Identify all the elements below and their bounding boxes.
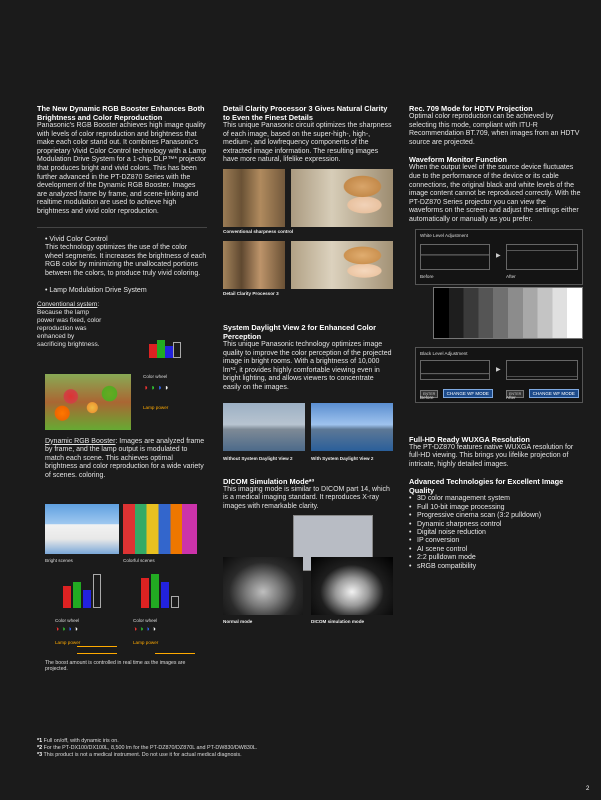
text-waveform: When the output level of the source device fluctuates due to the performance of the device or its cable connections, the original black and white levels of the image content cannot be reproduced correctly. With the PT-DZ870 Series projector you can view the waveforms on the screen and adjust the settings either automatically or manually as you prefer.: [409, 164, 581, 223]
heading-advanced-tech: Advanced Technologies for Excellent Image Quality: [409, 477, 564, 496]
footnote-1: *1 Full on/off, with dynamic iris on.: [37, 738, 119, 744]
without-daylight-image: [223, 403, 305, 451]
enter-tag-1: ENTER: [420, 390, 438, 398]
feature-item: • Digital noise reduction: [409, 529, 581, 537]
label-lamp-power-1: Lamp power: [55, 639, 81, 645]
feature-item: • sRGB compatibility: [409, 563, 581, 571]
color-wheel-icons: [143, 383, 170, 392]
label-after-1: After: [506, 273, 516, 279]
normal-mode-xray: [223, 557, 303, 615]
conventional-image: [223, 169, 285, 227]
bullet-lamp-modulation: • Lamp Modulation Drive System: [45, 286, 147, 294]
change-wf-mode-button-2[interactable]: CHANGE WF MODE: [529, 389, 579, 398]
white-before-wave: [420, 244, 490, 270]
dicom-mode-xray: [311, 557, 393, 615]
label-white-level: White Level Adjustment: [420, 232, 469, 238]
label-color-wheel-1: Color wheel: [55, 617, 80, 623]
desc-conventional: : Because the lamp power was fixed, color reproduction was enhanced by sacrificing brightness.: [37, 301, 102, 349]
feature-list: [409, 495, 581, 571]
arrow-right-icon-2: ▶: [496, 366, 501, 373]
desc-dynamic: : Images are analyzed frame by frame, and the lamp output is modulated to match each scene. This achieves optimal brightness and color reproduction for a wide variety of scenes. coloring.: [45, 437, 205, 479]
text-wuxga: The PT-DZ870 features native WUXGA resolution for full-HD viewing. This brings you lifelike projection of intricate, highly detailed images.: [409, 443, 574, 468]
white-after-wave: [506, 244, 578, 270]
footnotes: [37, 738, 577, 759]
label-lamp-power-conv: Lamp power: [143, 404, 169, 410]
lamp-wave-1: [77, 646, 117, 654]
label-black-level: Black Level Adjustment: [420, 350, 468, 356]
label-before-2: Before: [420, 394, 434, 400]
lamp-wave-2: [155, 646, 195, 654]
feature-item: • AI scene control: [409, 546, 581, 554]
colorful-scene-image: [123, 504, 197, 554]
caption-without-daylight: Without System Daylight View 2: [223, 455, 293, 461]
bright-scene-image: [45, 504, 119, 554]
girl-image-conventional: [291, 169, 393, 227]
footnote-3: *3 This product is not a medical instrument. Do not use it for actual medical diagnosis.: [37, 752, 242, 758]
feature-item: • Full 10-bit image processing: [409, 504, 581, 512]
waveform-diagram: [409, 229, 581, 429]
column-rgb-booster: [37, 104, 207, 672]
note-boost: The boost amount is controlled in real time as the images are projected.: [45, 659, 186, 672]
color-wheel-white-icon: ◑: [163, 382, 171, 392]
text-daylight-view: This unique Panasonic technology optimizes image quality to improve the color perception of the projected image in bright rooms. With a brightness of 10,000 lm*², it provides highly comfortable viewing even in bright lighting, and allows viewers to concentrate easily on the images.: [223, 340, 392, 391]
text-vivid-color: This technology optimizes the use of the color wheel segments. It increases the brightness of each RGB color by minimizing the unallocated portions between the colors, to produce truly vivid coloring.: [45, 244, 207, 277]
conventional-chart: [145, 328, 185, 358]
feature-item: • 3D color management system: [409, 495, 581, 503]
footnote-2: *2 For the PT-DX100/DX100L, 8,500 lm for the PT-DZ870/DZ870L and PT-DW830/DW830L.: [37, 745, 258, 751]
black-level-panel: [415, 347, 583, 403]
daylight-images: [223, 403, 393, 467]
caption-conventional-sharpness: Conventional sharpness control: [223, 228, 294, 234]
caption-with-daylight: With System Daylight View 2: [311, 455, 374, 461]
black-after-wave: [506, 360, 578, 380]
page-number: 2: [586, 786, 590, 792]
bullet-vivid-color: • Vivid Color Control: [45, 235, 108, 243]
with-daylight-image: [311, 403, 393, 451]
column-rec709: [409, 104, 581, 571]
color-wheel-red-icon: ◑: [143, 382, 150, 392]
arrow-right-icon: ▶: [496, 252, 501, 259]
heading-wuxga: Full-HD Ready WUXGA Resolution: [409, 434, 530, 444]
feature-item: • IP conversion: [409, 537, 581, 545]
rgb-booster-panel: [37, 227, 207, 672]
clarity-images: [223, 169, 393, 299]
color-wheel-blue-icon: ◑: [156, 382, 164, 392]
heading-detail-clarity: Detail Clarity Processor 3 Gives Natural Clarity to Even the Finest Details: [223, 104, 388, 122]
color-wheel-icons-2: ◑◑◑◑: [133, 625, 158, 633]
label-lamp-power-2: Lamp power: [133, 639, 159, 645]
enter-tag-2: ENTER: [506, 390, 524, 398]
change-wf-mode-button-1[interactable]: CHANGE WF MODE: [443, 389, 493, 398]
dicom-images: [223, 515, 393, 635]
caption-dcp3: Detail Clarity Processor 3: [223, 290, 279, 296]
text-rgb-booster: Panasonic's RGB Booster achieves high image quality with levels of color reproduction and brightness that make each color stand out. It combines Panasonic's proprietary Vivid Color Control technology with a Lamp Modulation Drive System for a 1-chip DLP™* projector that produces bright and vivid colors. This has been further advanced in the PT-DZ870 Series with the development of the Dynamic RGB Booster. Images are analyzed frame by frame, and scene-linking and realtime modulation are used to achieve high brightness and vivid color reproduction.: [37, 122, 207, 215]
column-detail-clarity: [223, 104, 393, 635]
heading-waveform: Waveform Monitor Function: [409, 155, 507, 165]
label-color-wheel-conv: Color wheel: [143, 373, 168, 379]
heading-rgb-booster: The New Dynamic RGB Booster Enhances Both Brightness and Color Reproduction: [37, 104, 205, 122]
color-wheel-green-icon: ◑: [149, 382, 157, 392]
feature-item: • Progressive cinema scan (3:2 pulldown): [409, 512, 581, 520]
feature-item: • 2:2 pulldown mode: [409, 554, 581, 562]
caption-dicom-mode: DICOM simulation mode: [311, 619, 365, 625]
bright-scene-chart: [63, 568, 113, 608]
text-dicom: This imaging mode is similar to DICOM part 14, which is a medical imaging standard. It reproduces X-ray images with remarkable clarity.: [223, 485, 390, 510]
caption-colorful-scenes: Colorful scenes: [123, 557, 155, 563]
label-color-wheel-2: Color wheel: [133, 617, 158, 623]
text-conventional-system: [37, 301, 103, 349]
dcp3-image: [223, 241, 285, 289]
white-level-panel: [415, 229, 583, 285]
heading-daylight-view: System Daylight View 2 for Enhanced Color Perception: [223, 322, 377, 341]
label-after-2: After: [506, 394, 516, 400]
text-dynamic-rgb: [45, 438, 205, 481]
heading-rec709: Rec. 709 Mode for HDTV Projection: [409, 104, 533, 113]
text-detail-clarity: This unique Panasonic circuit optimizes the sharpness of each image, based on the super-high-, high-, medium-, and lowfrequency components of the extracted image information. The resulting images have more natural, lifelike expression.: [223, 122, 392, 164]
label-conventional: Conventional system: [37, 301, 98, 309]
caption-normal-mode: Normal mode: [223, 619, 253, 625]
label-before-1: Before: [420, 273, 434, 279]
change-wf-mode-row-2: [506, 382, 579, 400]
heading-dicom: DICOM Simulation Mode*³: [223, 476, 315, 486]
black-before-wave: [420, 360, 490, 380]
color-wheel-icons-1: ◑◑◑◑: [55, 625, 80, 633]
fruit-image: [45, 374, 131, 430]
girl-image-dcp3: [291, 241, 393, 289]
colorful-scene-chart: [141, 568, 191, 608]
grayscale-bars: [433, 287, 583, 339]
feature-item: • Dynamic sharpness control: [409, 521, 581, 529]
label-dynamic: Dynamic RGB Booster: [45, 437, 116, 445]
caption-bright-scenes: Bright scenes: [45, 557, 73, 563]
text-rec709: Optimal color reproduction can be achieved by selecting this mode, compliant with ITU-R Recommendation BT.709, when images from an HDTV source are projected.: [409, 113, 580, 146]
